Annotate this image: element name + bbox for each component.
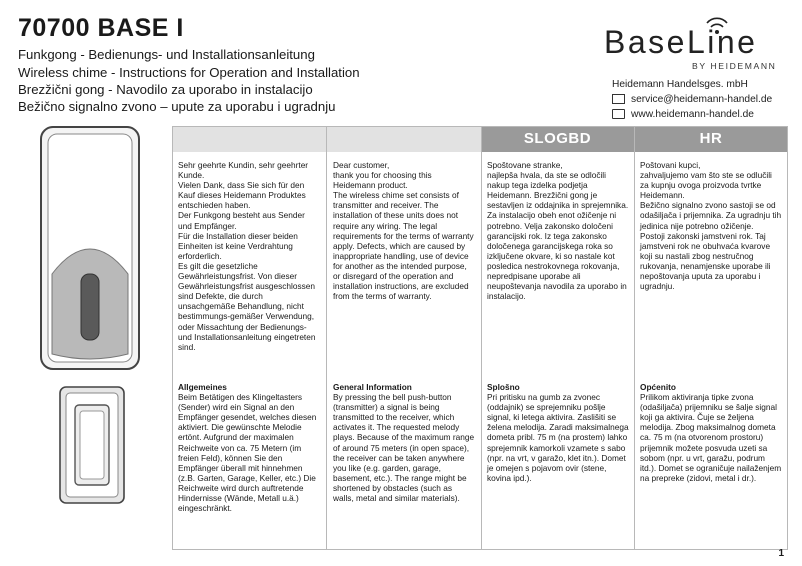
brand-byline: BY HEIDEMANN: [692, 61, 777, 71]
column-divider: [634, 126, 635, 550]
mail-icon: [612, 94, 625, 104]
section-text-hr: Prilikom aktiviranja tipke zvona (odašiljača) prijemniku se šalje signal koji ga aktivira. Čuje se željena melodija. Zbog maksimalnog dometa ca. 75 m (na otvorenom prostoru) prijemnik možete posvuda uzeti sa sobom (npr. u vrt, garažu, podrum itd.). Domet se ograničuje nailaženjem na prepreke (zidovi, metal i dr.).: [640, 392, 782, 483]
section-title-en: General Information: [333, 382, 412, 392]
intro-en: Dear customer, thank you for choosing this Heidemann product. The wireless chime set consists of transmitter and receiver. The installation of these units does not require any wiring. The legal requirements for the terms of warranty apply. Defects, which are caused by inappropriate handling, use of device for another as the intended purpose, or disregard of the operation and installation instructions, are excluded from the terms of warranty.: [333, 160, 474, 302]
section-text-en: By pressing the bell push-button (transmitter) a signal is being transmitted to the receiver, which activates it. The requested melody plays. Because of the maximum range of around 75 meters (in open space), the receiver can be taken anywhere you like (e.g. garden, garage, basement, etc.). The range might be shortened by obstacles (such as walls, metal and similar materials).: [333, 392, 475, 504]
section-title-hr: Općenito: [640, 382, 676, 392]
document-title: 70700 BASE I: [18, 14, 184, 42]
section-en: [333, 382, 475, 503]
section-text-sl: Pri pritisku na gumb za zvonec (oddajnik) se sprejemniku pošlje signal, ki letega aktivira. Zaslišiti se želena melodija. Zaradi maksimalnega dometa pribl. 75 m (na prostem) lahko sprejemnik kamorkoli vzamete s sabo (npr. na vrt, v garažo, klet itn.). Domet je omejen s pojavom ovir (stene, kovina ipd.).: [487, 392, 629, 483]
intro-de: Sehr geehrte Kundin, sehr geehrter Kunde. Vielen Dank, dass Sie sich für den Kauf dieses Heidemann Produktes entschieden haben. Der Funkgong besteht aus Sender und Empfänger. Für die Installation dieser beiden Einheiten ist keine Verdrahtung erforderlich. Es gilt die gesetzliche Gewährleistungsfrist. Von dieser Gewährleistungsfrist ausgeschlossen sind Defekte, die durch unsachgemäße Behandlung, nicht bestimmungs-gemäßer Verwendung, oder Missachtung der Bedienungs- und Installationsanleitung eingetreten sind.: [178, 160, 316, 352]
push-button-illustration: [58, 385, 126, 505]
subtitle-de: Funkgong - Bedienungs- und Installationsanleitung: [18, 47, 315, 62]
brand-logo: BaseLine: [604, 24, 758, 60]
receiver-illustration: [38, 124, 142, 372]
section-text-de: Beim Betätigen des Klingeltasters (Sender) wird ein Signal an den Empfänger gesendet, welches diesen aktiviert. Die gewünschte Melodie ertönt. Aufgrund der maximalen Reichweite von ca. 75 Metern (im freien Feld), können Sie den Empfänger überall mit hinnehmen (z.B. Garten, Garage, Keller, etc.) Die Reichweite wird durch auftretende Hindernisse (Wände, Metall u.ä.) eingeschränkt.: [178, 392, 317, 514]
subtitle-hr: Bežično signalno zvono – upute za uporabu i ugradnju: [18, 99, 336, 114]
column-heading-hr: HR: [634, 126, 788, 152]
email-line: [612, 94, 772, 105]
intro-hr: Poštovani kupci, zahvaljujemo vam što ste se odlučili za kupnju ovoga proizvoda tvrtke Heidemann. Bežično signalno zvono sastoji se od odašiljača i prijemnika. Za ugradnju tih jedinica nije potrebno ožičenje. Postoji zakonski jamstveni rok. Taj jamstveni rok ne obuhvaća kvarove koji su nastali zbog nestručnog rukovanja, nenamjenske uporabe ili nepoštovanja uputa za uporabu i ugradnju.: [640, 160, 782, 292]
column-divider: [481, 126, 482, 550]
subtitle-en: Wireless chime - Instructions for Operation and Installation: [18, 65, 360, 80]
intro-sl: Spoštovane stranke, najlepša hvala, da ste se odločili nakup tega izdelka podjetja Heidemann. Brezžični gong je sestavljen iz oddajnika in sprejemnika. Za instalacijo obeh enot ožičenje ni potrebno. Velja zakonsko določeni garancijski rok. Iz tega zakonsko določenega garancijskega roka so izključene okvare, ki so nastale kot posledica nestrokovnega rokovanja, nepredpisane uporabe ali neupoštevanja navodila za uporabo in instalacijo.: [487, 160, 629, 302]
subtitle-sl: Brezžični gong - Navodilo za uporabo in instalacijo: [18, 82, 313, 97]
web-line: [612, 109, 754, 120]
section-title-de: Allgemeines: [178, 382, 227, 392]
globe-icon: [612, 109, 625, 119]
section-sl: [487, 382, 629, 483]
company-name: Heidemann Handelsges. mbH: [612, 79, 748, 90]
section-title-sl: Splošno: [487, 382, 520, 392]
section-de: [178, 382, 320, 513]
web-link[interactable]: www.heidemann-handel.de: [631, 109, 754, 120]
email-link[interactable]: service@heidemann-handel.de: [631, 94, 773, 105]
column-heading-slo: SLOGBD: [481, 126, 634, 152]
column-divider: [326, 126, 327, 550]
page-number: 1: [778, 548, 784, 559]
section-hr: [640, 382, 782, 483]
